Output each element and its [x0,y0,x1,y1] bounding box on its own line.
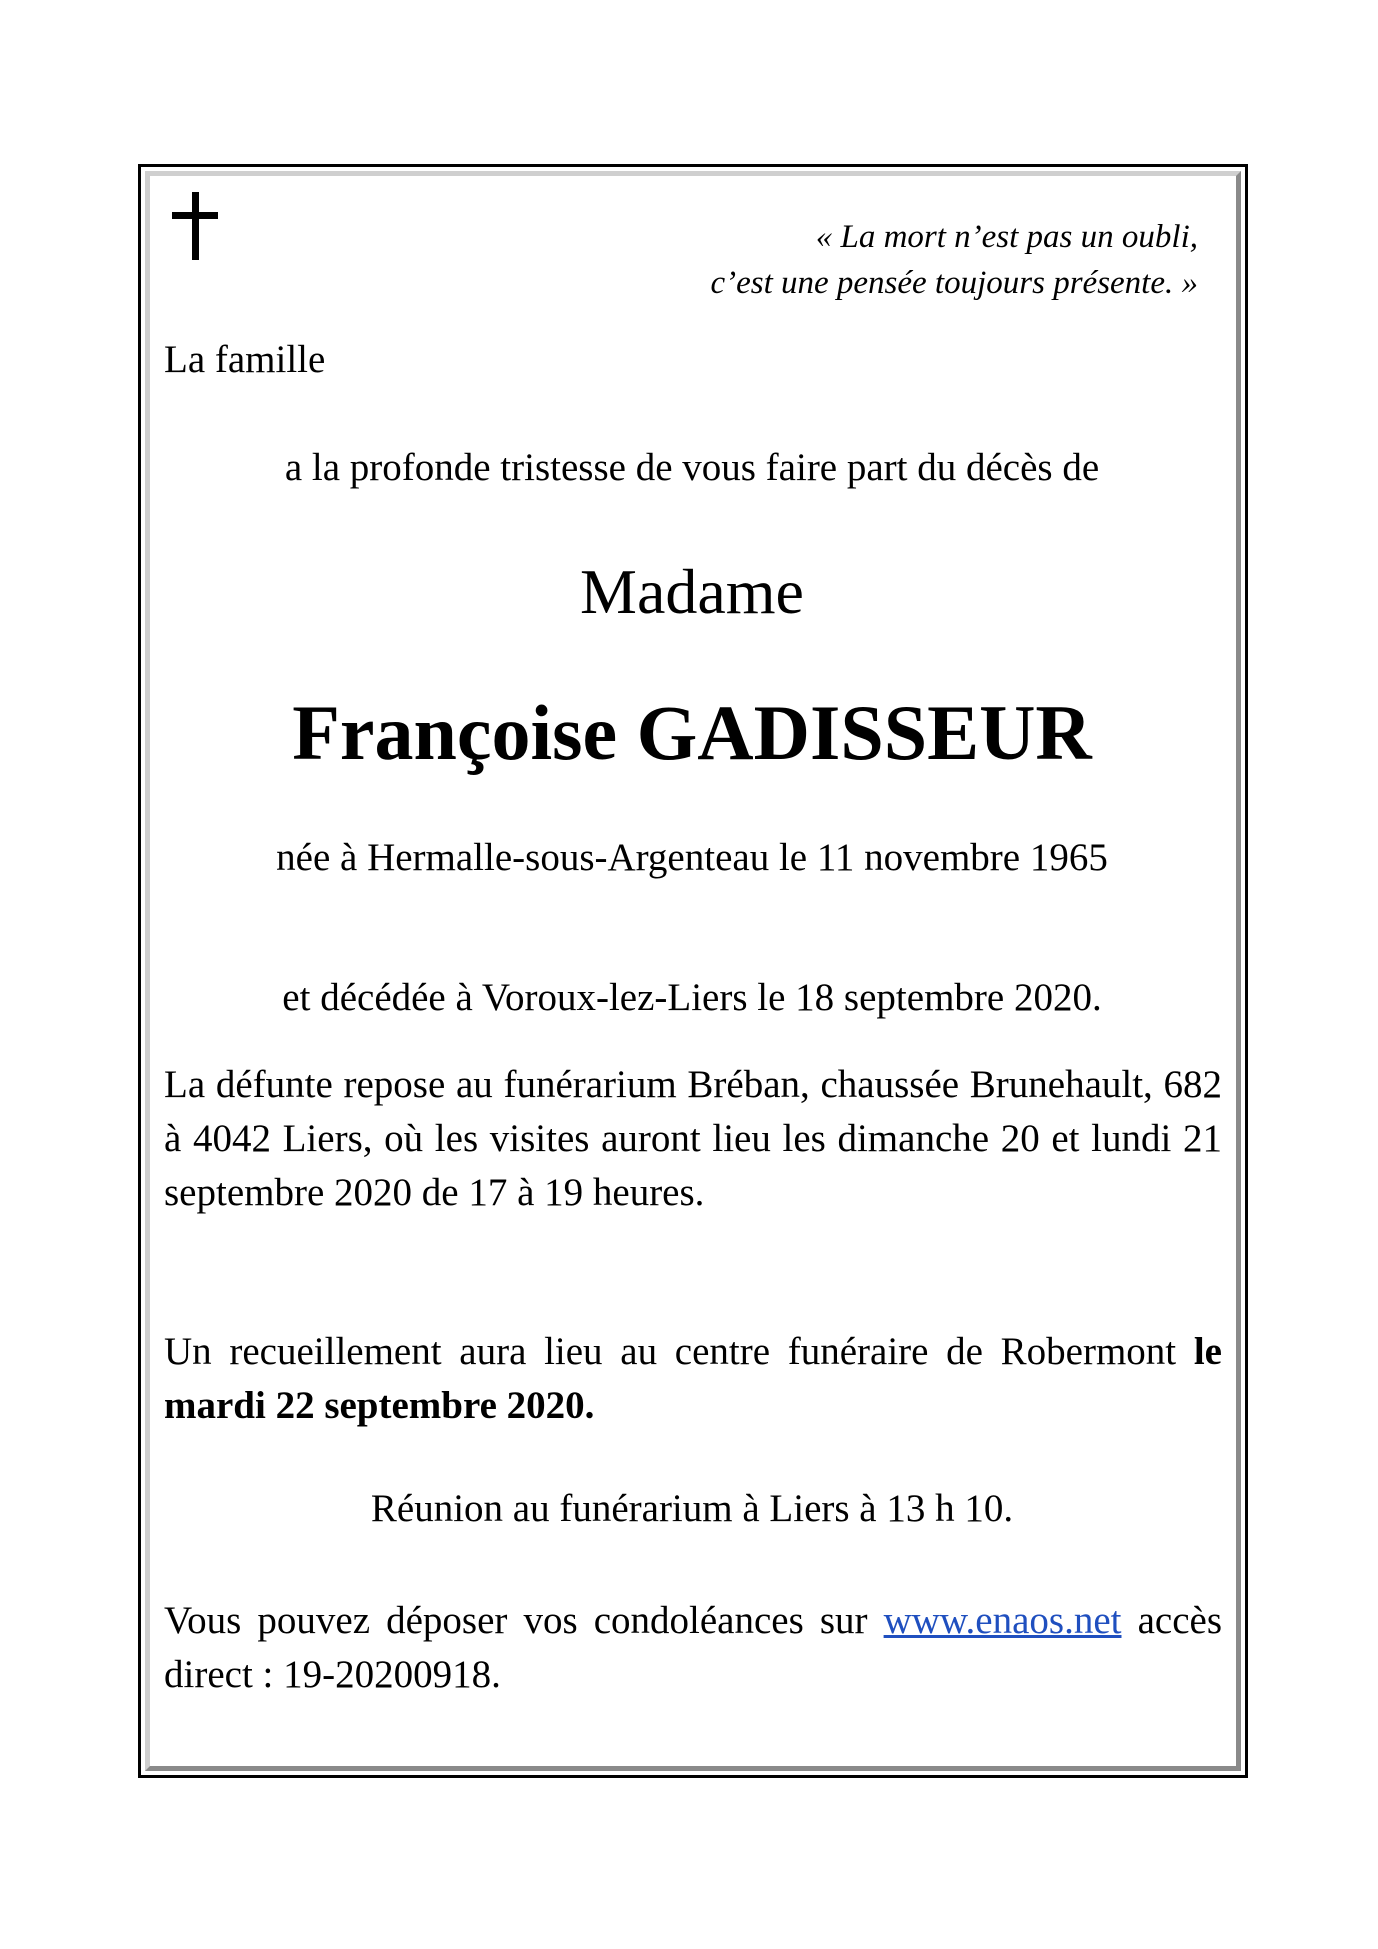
announcement-text: a la profonde tristesse de vous faire part du décès de [284,446,1100,489]
ceremony-paragraph [164,1325,1222,1433]
enaos-link[interactable]: www.enaos.net [883,1599,1122,1642]
epigraph-quote [498,214,1198,306]
quote-line-1: « La mort n’est pas un oubli, [815,219,1198,255]
family-intro: La famille [164,338,326,381]
cross-icon [172,192,218,260]
ceremony-date: le mardi 22 septembre 2020. [164,1330,1222,1427]
death-details: et décédée à Voroux-lez-Liers le 18 septembre 2020. [282,976,1102,1019]
deceased-name: Françoise GADISSEUR [292,689,1092,776]
condolences-text: Vous pouvez déposer vos condoléances sur [164,1599,868,1642]
ceremony-text: Un recueillement aura lieu au centre funéraire de Robermont [164,1330,1177,1373]
quote-line-2: c’est une pensée toujours présente. » [710,265,1198,301]
birth-details: née à Hermalle-sous-Argenteau le 11 novembre 1965 [276,836,1108,879]
visitation-paragraph: La défunte repose au funérarium Bréban, chaussée Brunehault, 682 à 4042 Liers, où les visites auront lieu les dimanche 20 et lundi 21 septembre 2020 de 17 à 19 heures. [164,1063,1222,1214]
condolences-paragraph [164,1594,1222,1702]
obituary-frame [138,164,1248,1778]
meeting-info: Réunion au funérarium à Liers à 13 h 10. [370,1487,1014,1530]
access-code: accès direct : 19-20200918. [164,1599,1222,1696]
honorific-title: Madame [580,556,804,627]
